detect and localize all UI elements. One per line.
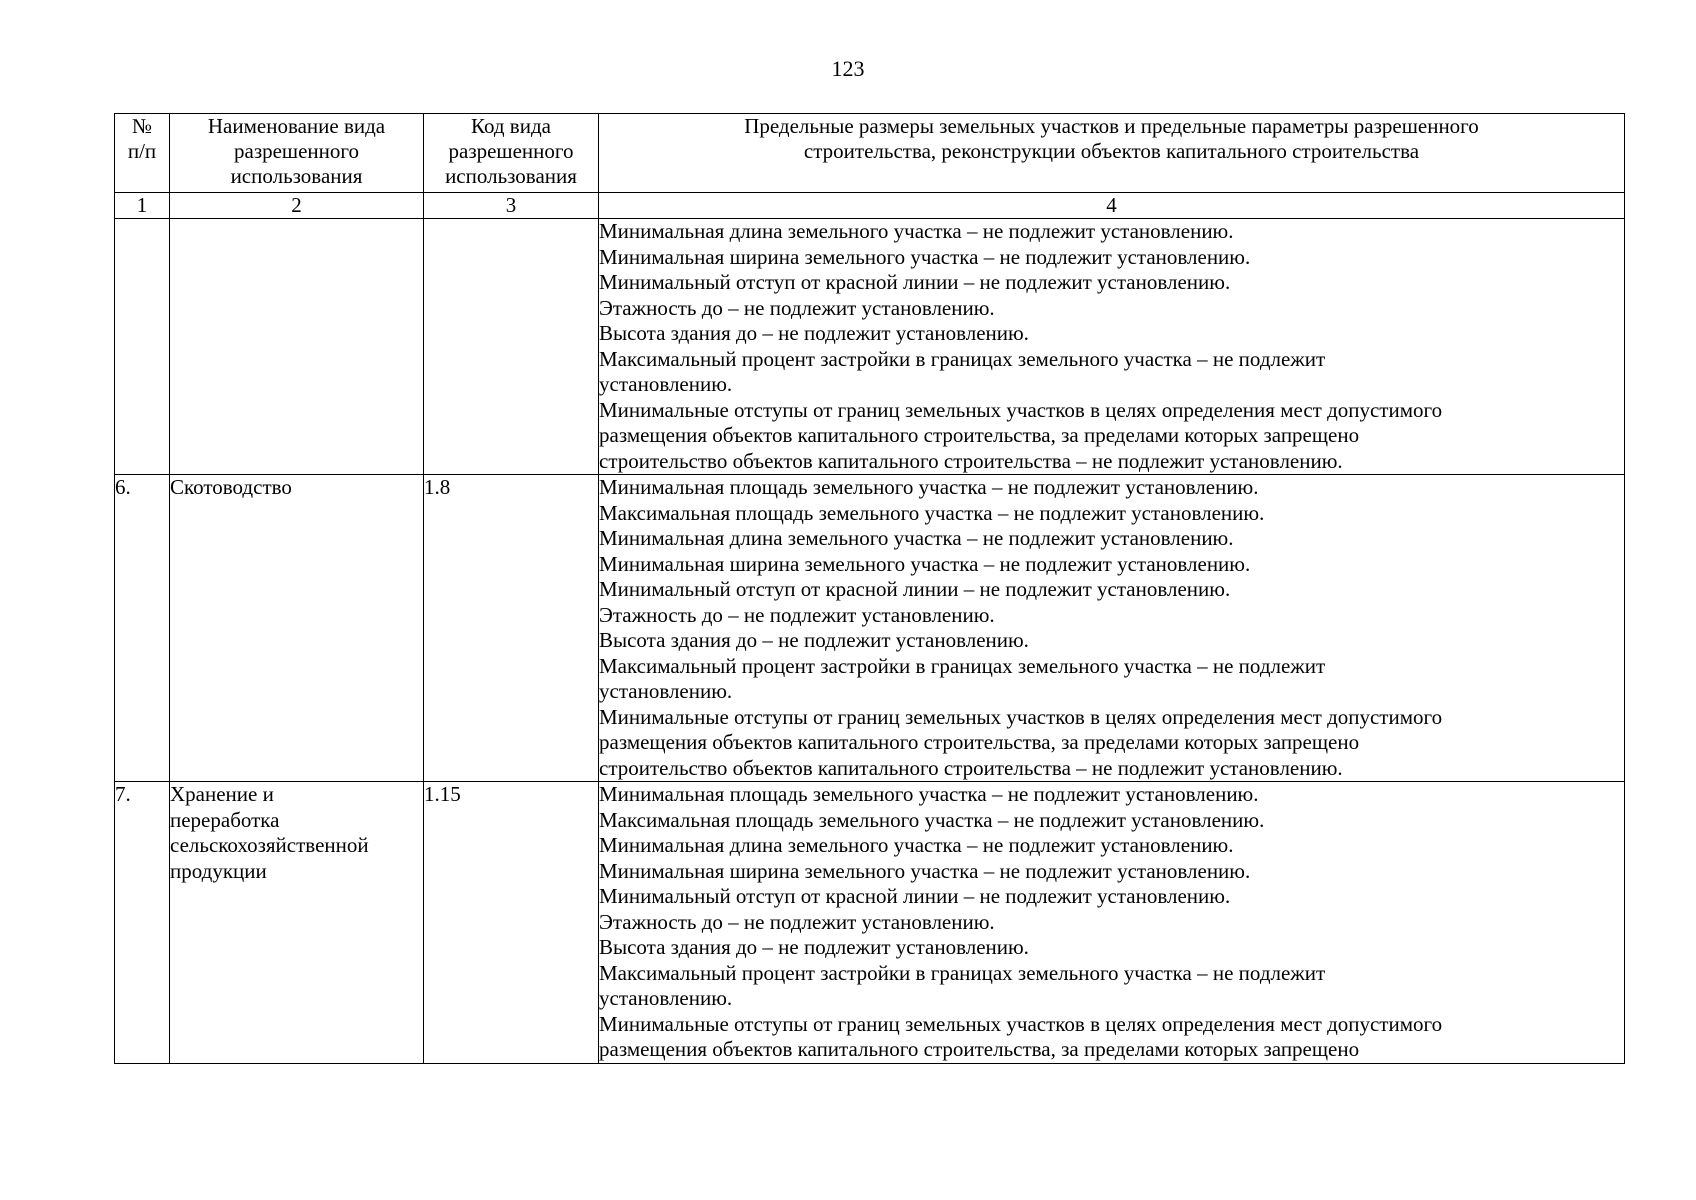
parameter-line: Максимальный процент застройки в границах земельного участка – не подлежит bbox=[599, 346, 1326, 371]
use-code-cell bbox=[424, 219, 599, 475]
row-number-cell: 7. bbox=[115, 782, 170, 1064]
use-name-cell bbox=[170, 475, 424, 782]
parameter-line: Минимальная длина земельного участка – не подлежит установлению. bbox=[599, 526, 1234, 550]
parameter-line: Минимальная длина земельного участка – не подлежит установлению. bbox=[599, 833, 1234, 857]
header-number bbox=[115, 114, 170, 193]
header-line: разрешенного bbox=[234, 139, 359, 163]
header-line: п/п bbox=[127, 139, 157, 163]
parameter-line: Высота здания до – не подлежит установлению. bbox=[599, 321, 1029, 345]
header-use-name bbox=[170, 114, 424, 193]
parameter-line: размещения объектов капитального строительства, за пределами которых запрещено bbox=[599, 423, 1360, 447]
header-line: строительства, реконструкции объектов капитального строительства bbox=[803, 139, 1420, 163]
column-number: 4 bbox=[599, 193, 1625, 219]
header-line: разрешенного bbox=[448, 139, 574, 163]
table-row bbox=[115, 782, 1625, 1064]
parameter-line: строительство объектов капитального строительства – не подлежит установлению. bbox=[599, 755, 1343, 780]
parameter-line: Минимальные отступы от границ земельных участков в целях определения мест допустимого bbox=[599, 397, 1443, 422]
table-row bbox=[115, 219, 1625, 475]
parameter-line: Максимальная площадь земельного участка – не подлежит установлению. bbox=[599, 807, 1265, 832]
use-name-line: Хранение и bbox=[170, 782, 274, 806]
parameter-line: Максимальная площадь земельного участка – не подлежит установлению. bbox=[599, 500, 1265, 525]
parameters-cell bbox=[599, 782, 1625, 1064]
parameters-cell bbox=[599, 475, 1625, 782]
parameter-line: Высота здания до – не подлежит установлению. bbox=[599, 628, 1029, 652]
page-number: 123 bbox=[831, 56, 865, 81]
parameter-line: Минимальные отступы от границ земельных участков в целях определения мест допустимого bbox=[599, 704, 1443, 729]
parameter-line: Минимальный отступ от красной линии – не подлежит установлению. bbox=[599, 577, 1231, 601]
parameters-cell bbox=[599, 219, 1625, 475]
header-use-code bbox=[424, 114, 599, 193]
table-header-row bbox=[115, 114, 1625, 193]
parameter-line: Минимальная площадь земельного участка – не подлежит установлению. bbox=[599, 782, 1259, 806]
parameter-line: Минимальная ширина земельного участка – не подлежит установлению. bbox=[599, 551, 1251, 576]
parameter-line: установлению. bbox=[599, 679, 733, 703]
parameter-line: Минимальная ширина земельного участка – не подлежит установлению. bbox=[599, 244, 1251, 269]
table-row bbox=[115, 475, 1625, 782]
use-name-cell bbox=[170, 782, 424, 1064]
use-name-line: сельскохозяйственной bbox=[170, 833, 369, 857]
parameter-line: Минимальная ширина земельного участка – не подлежит установлению. bbox=[599, 858, 1251, 883]
parameter-line: Минимальные отступы от границ земельных участков в целях определения мест допустимого bbox=[599, 1011, 1443, 1036]
use-name-line: переработка bbox=[170, 807, 280, 832]
column-number: 1 bbox=[115, 193, 170, 219]
row-number-cell bbox=[115, 219, 170, 475]
use-code-cell: 1.8 bbox=[424, 475, 599, 782]
parameter-line: установлению. bbox=[599, 372, 733, 396]
parameter-line: Минимальный отступ от красной линии – не подлежит установлению. bbox=[599, 884, 1231, 908]
column-number: 2 bbox=[170, 193, 424, 219]
use-name-cell bbox=[170, 219, 424, 475]
parameter-line: установлению. bbox=[599, 986, 733, 1010]
header-parameters bbox=[599, 114, 1625, 193]
header-line: Предельные размеры земельных участков и предельные параметры разрешенного bbox=[744, 114, 1479, 138]
use-code-cell: 1.15 bbox=[424, 782, 599, 1064]
parameter-line: Этажность до – не подлежит установлению. bbox=[599, 602, 995, 627]
header-line: использования bbox=[230, 164, 363, 188]
parameter-line: Максимальный процент застройки в границах земельного участка – не подлежит bbox=[599, 653, 1326, 678]
parameter-line: Минимальный отступ от красной линии – не подлежит установлению. bbox=[599, 270, 1231, 294]
parameter-line: Минимальная площадь земельного участка – не подлежит установлению. bbox=[599, 475, 1259, 499]
row-number-cell: 6. bbox=[115, 475, 170, 782]
use-name-line: продукции bbox=[170, 858, 267, 883]
header-line: Код вида bbox=[471, 114, 551, 138]
parameter-line: Этажность до – не подлежит установлению. bbox=[599, 295, 995, 320]
parameter-line: Максимальный процент застройки в границах земельного участка – не подлежит bbox=[599, 960, 1326, 985]
parameter-line: размещения объектов капитального строительства, за пределами которых запрещено bbox=[599, 730, 1360, 754]
header-line: № bbox=[131, 114, 153, 138]
parameter-line: размещения объектов капитального строительства, за пределами которых запрещено bbox=[599, 1037, 1360, 1061]
regulations-table bbox=[114, 113, 1625, 1064]
parameter-line: Высота здания до – не подлежит установлению. bbox=[599, 935, 1029, 959]
column-number: 3 bbox=[424, 193, 599, 219]
column-number-row bbox=[115, 193, 1625, 219]
header-line: использования bbox=[445, 164, 577, 188]
parameter-line: Этажность до – не подлежит установлению. bbox=[599, 909, 995, 934]
use-name-line: Скотоводство bbox=[170, 475, 292, 499]
parameter-line: Минимальная длина земельного участка – не подлежит установлению. bbox=[599, 219, 1234, 243]
parameter-line: строительство объектов капитального строительства – не подлежит установлению. bbox=[599, 448, 1343, 473]
header-line: Наименование вида bbox=[207, 114, 386, 138]
table-body bbox=[115, 219, 1625, 1064]
